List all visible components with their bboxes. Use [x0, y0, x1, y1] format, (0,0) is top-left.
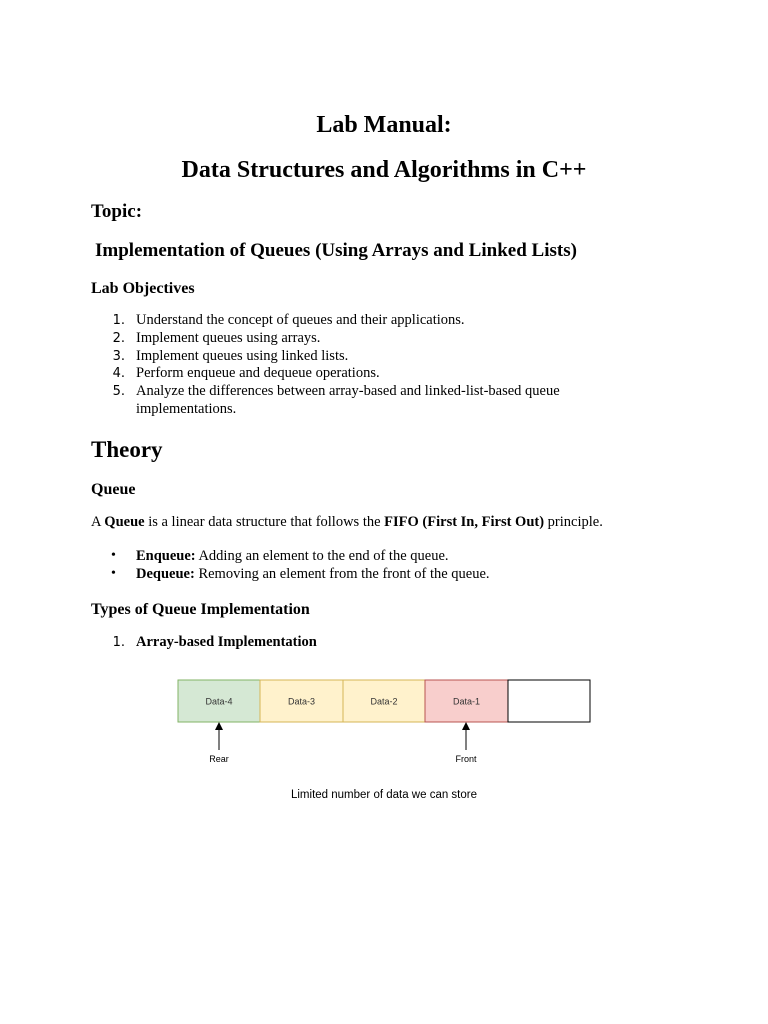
- front-pointer: [455, 726, 477, 764]
- objective-number: 4.: [112, 366, 125, 382]
- queue-array-diagram: [170, 672, 600, 808]
- objective-number: 3.: [112, 348, 125, 364]
- objectives-list: [91, 312, 651, 419]
- objective-item: [91, 365, 651, 383]
- objective-item: [91, 312, 651, 330]
- operations-list: [91, 547, 651, 583]
- intro-term: Queue: [104, 514, 145, 530]
- queue-heading: Queue: [91, 481, 136, 498]
- intro-middle: is a linear data structure that follows the: [144, 514, 385, 530]
- bullet-icon: •: [111, 548, 116, 563]
- queue-cell-1: [260, 680, 343, 722]
- rear-pointer: [209, 726, 229, 764]
- objective-text: Analyze the differences between array-based and linked-list-based queue implementations.: [136, 383, 560, 417]
- operation-desc: Adding an element to the end of the queue.: [195, 548, 449, 564]
- title-line-1: Lab Manual:: [316, 112, 452, 138]
- theory-heading: Theory: [91, 437, 163, 462]
- objective-text: Understand the concept of queues and their applications.: [136, 312, 465, 328]
- topic-subject: Implementation of Queues (Using Arrays and Linked Lists): [95, 240, 577, 261]
- objective-item: [91, 383, 651, 419]
- queue-cell-2: [343, 680, 425, 722]
- type-item: [91, 633, 317, 652]
- queue-cell-4-box: [508, 680, 590, 722]
- intro-suffix: principle.: [544, 514, 603, 530]
- objective-number: 1.: [112, 313, 125, 328]
- operation-term: Dequeue:: [136, 566, 195, 582]
- intro-prefix: A: [91, 514, 105, 530]
- queue-cell-3-label: Data-1: [452, 696, 481, 707]
- objectives-heading: Lab Objectives: [91, 280, 195, 297]
- topic-heading: Topic:: [91, 201, 143, 222]
- queue-cell-0: [178, 680, 260, 722]
- title-line-2: Data Structures and Algorithms in C++: [181, 157, 587, 183]
- types-heading: Types of Queue Implementation: [91, 601, 310, 618]
- objective-item: [91, 330, 651, 348]
- type-label: Array-based Implementation: [136, 634, 317, 650]
- objective-number: 2.: [112, 330, 125, 346]
- bullet-icon: •: [111, 566, 116, 581]
- operation-item: [91, 547, 651, 565]
- objective-text: Perform enqueue and dequeue operations.: [136, 365, 380, 382]
- front-label: Front: [455, 754, 477, 764]
- intro-principle: FIFO (First In, First Out): [384, 514, 545, 530]
- queue-cell-3: [425, 680, 508, 722]
- operation-item: [91, 565, 651, 583]
- operation-term: Enqueue:: [136, 548, 196, 564]
- rear-label: Rear: [209, 754, 229, 764]
- queue-definition: [91, 513, 603, 531]
- objective-text: Implement queues using arrays.: [136, 329, 321, 346]
- queue-cell-2-label: Data-2: [370, 696, 398, 707]
- operation-desc: Removing an element from the front of the queue.: [194, 566, 490, 582]
- objective-text: Implement queues using linked lists.: [136, 347, 349, 364]
- queue-cell-1-label: Data-3: [287, 696, 316, 707]
- queue-cell-0-label: Data-4: [205, 696, 233, 707]
- objective-item: [91, 348, 651, 366]
- diagram-caption: Limited number of data we can store: [290, 789, 478, 801]
- objective-number: 5.: [112, 384, 125, 400]
- queue-cell-4: [508, 680, 590, 722]
- type-number: 1.: [112, 635, 125, 650]
